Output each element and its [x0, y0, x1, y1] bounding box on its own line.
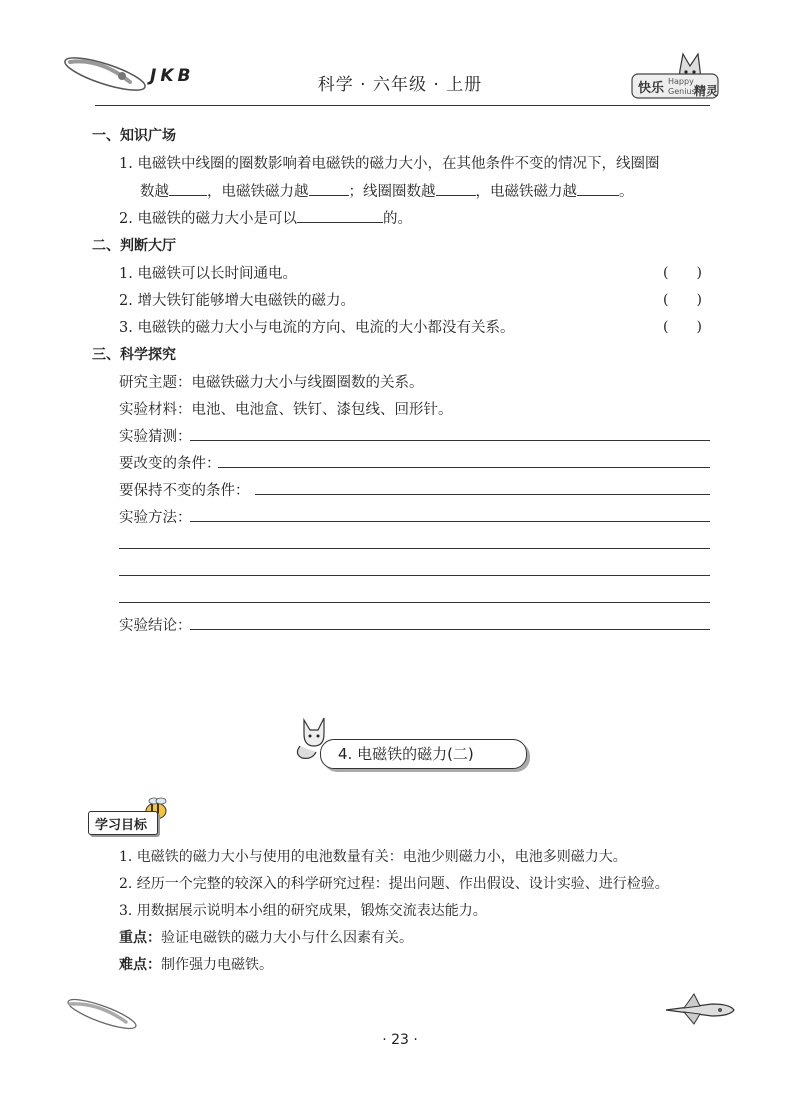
svg-text:快乐: 快乐 — [638, 81, 665, 96]
judgment-item-1: 1. 电磁铁可以长时间通电。 — [119, 266, 297, 282]
svg-text:Happy: Happy — [668, 77, 694, 86]
judgment-answer-box[interactable]: ( ) — [663, 319, 702, 335]
answer-blank[interactable] — [169, 181, 207, 196]
answer-blank[interactable] — [309, 181, 349, 196]
judgment-answer-box[interactable]: ( ) — [663, 292, 702, 308]
answer-blank[interactable] — [436, 181, 476, 196]
answer-blank[interactable] — [297, 208, 383, 223]
page-number: · 23 · — [382, 1032, 418, 1048]
writing-line[interactable] — [255, 494, 710, 495]
section-heading-inquiry: 三、科学探究 — [92, 347, 176, 363]
section-heading-knowledge: 一、知识广场 — [92, 128, 176, 144]
page-header-title: 科学 · 六年级 · 上册 — [317, 75, 483, 95]
experiment-materials: 实验材料：电池、电池盒、铁钉、漆包线、回形针。 — [119, 402, 453, 418]
writing-line[interactable] — [119, 602, 710, 603]
answer-blank[interactable] — [577, 181, 619, 196]
svg-text:Genius: Genius — [668, 87, 696, 96]
key-point: 重点：验证电磁铁的磁力大小与什么因素有关。 — [119, 930, 413, 946]
question-2: 2. 电磁铁的磁力大小是可以 的。 — [119, 207, 412, 228]
goal-item-3: 3. 用数据展示说明本小组的研究成果，锻炼交流表达能力。 — [119, 903, 487, 919]
svg-text:精灵: 精灵 — [694, 84, 719, 98]
experiment-guess-label: 实验猜测： — [119, 429, 192, 445]
brand-mark: JKB — [150, 66, 195, 86]
experiment-method-label: 实验方法： — [119, 510, 192, 526]
question-1-line-2: 数越 ，电磁铁磁力越 ；线圈圈数越 ，电磁铁磁力越 。 — [140, 180, 634, 201]
header-rule — [95, 105, 710, 106]
writing-line[interactable] — [218, 467, 710, 468]
difficult-point: 难点：制作强力电磁铁。 — [119, 957, 273, 973]
judgment-answer-box[interactable]: ( ) — [663, 265, 702, 281]
experiment-conclusion-label: 实验结论： — [119, 618, 192, 634]
goal-item-1: 1. 电磁铁的磁力大小与使用的电池数量有关：电池少则磁力小，电池多则磁力大。 — [119, 849, 627, 865]
variable-keep-label: 要保持不变的条件： — [119, 483, 250, 499]
writing-line[interactable] — [190, 521, 710, 522]
learning-goals-label: 学习目标 — [95, 818, 148, 833]
writing-line[interactable] — [119, 575, 710, 576]
happy-genius-logo-icon — [628, 48, 723, 104]
section-heading-judgment: 二、判断大厅 — [92, 238, 176, 254]
goal-item-2: 2. 经历一个完整的较深入的科学研究过程：提出问题、作出假设、设计实验、进行检验。 — [119, 876, 669, 892]
lesson-title: 4. 电磁铁的磁力(二) — [338, 745, 474, 763]
judgment-item-2: 2. 增大铁钉能够增大电磁铁的磁力。 — [119, 293, 355, 309]
research-topic: 研究主题：电磁铁磁力大小与线圈圈数的关系。 — [119, 375, 424, 391]
writing-line[interactable] — [119, 548, 710, 549]
writing-line[interactable] — [190, 440, 710, 441]
planet-orbit-icon — [62, 994, 142, 1034]
writing-line[interactable] — [190, 629, 710, 630]
judgment-item-3: 3. 电磁铁的磁力大小与电流的方向、电流的大小都没有关系。 — [119, 320, 515, 336]
question-1-line-1: 1. 电磁铁中线圈的圈数影响着电磁铁的磁力大小，在其他条件不变的情况下，线圈圈 — [119, 156, 660, 172]
space-shuttle-icon — [660, 990, 738, 1028]
variable-change-label: 要改变的条件： — [119, 456, 221, 472]
